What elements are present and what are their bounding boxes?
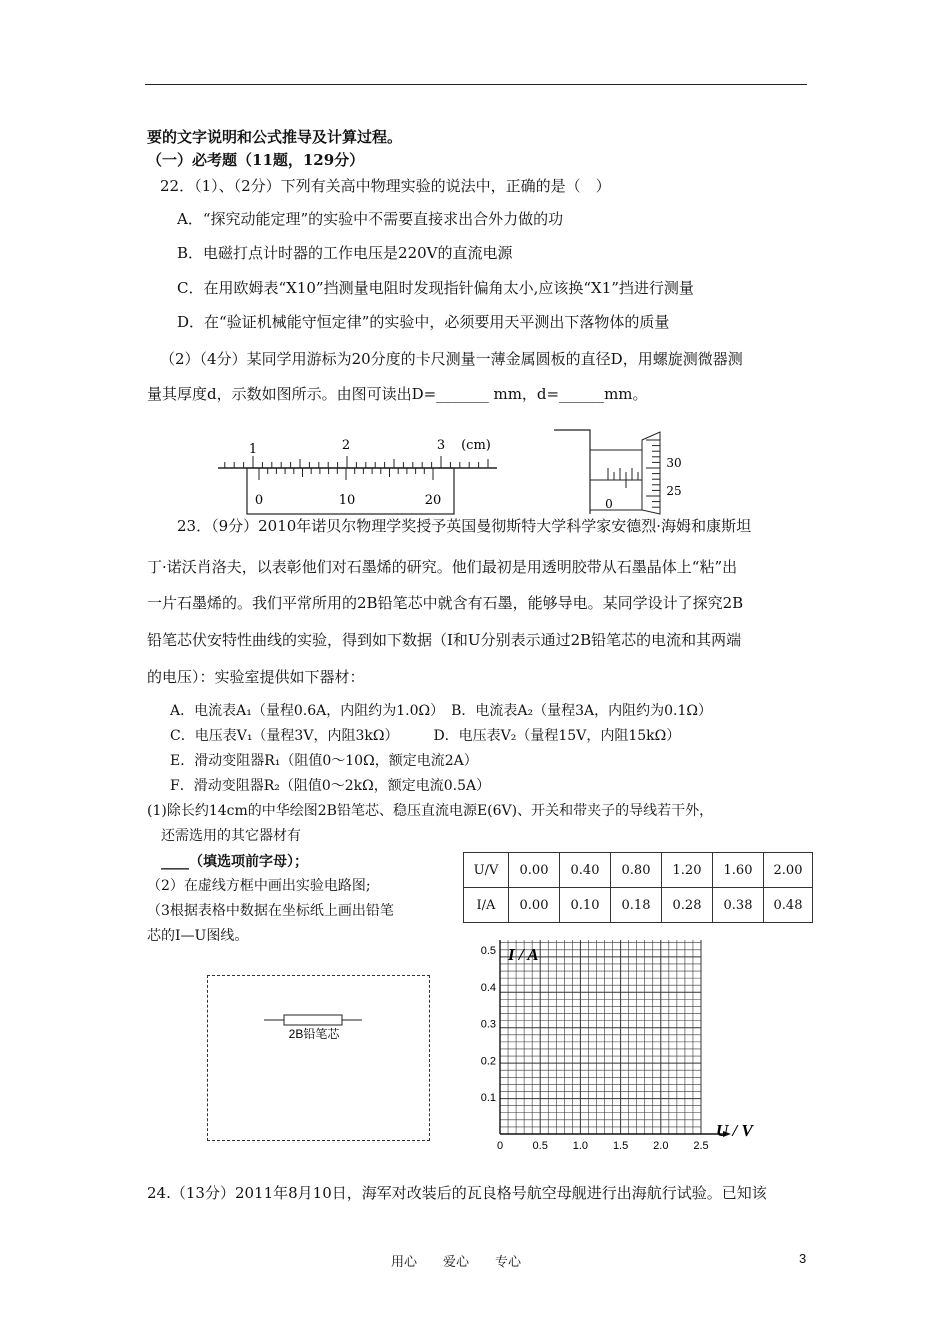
q23-sub2: （2）在虚线方框中画出实验电路图;: [147, 878, 371, 894]
x-tick-label: 2.0: [653, 1140, 669, 1152]
x-tick-label: 2.5: [693, 1140, 709, 1152]
resistor-label: 2B铅笔芯: [288, 1027, 340, 1041]
footer-slogan: 用心 爱心 专心: [391, 1255, 522, 1270]
q22-part2-line1: （2）（4分）某同学用游标为20分度的卡尺测量一薄金属圆板的直径D，用螺旋测微器测: [160, 350, 743, 368]
y-axis-label: I / A: [508, 945, 539, 964]
header-rule: [145, 84, 807, 85]
x-axis-label: U / V: [716, 1121, 753, 1140]
y-tick-label: 0.1: [480, 1092, 496, 1105]
q22-part2-line2: 量其厚度d，示数如图所示。由图可读出D=_______ mm，d=______mm。: [147, 385, 648, 403]
q23-line5: 的电压）：实验室提供如下器材：: [147, 668, 365, 686]
x-tick-label: 1.5: [612, 1140, 629, 1152]
y-tick-label: 0.4: [480, 981, 496, 994]
intro-text: 要的文字说明和公式推导及计算过程。: [147, 128, 403, 146]
q24-line1: 24.（13分）2011年8月10日，海军对改装后的瓦良格号航空母舰进行出海航行试验。已知该: [147, 1184, 767, 1202]
y-tick-label: 0.5: [480, 945, 496, 957]
vernier-label-20: 20: [424, 493, 442, 508]
main-label-2: 2: [341, 438, 351, 453]
table-cell: 1.60: [713, 853, 764, 888]
main-label-3: 3: [436, 438, 446, 453]
table-cell: 0.48: [764, 888, 813, 923]
sleeve-zero-label: 0: [605, 497, 613, 511]
q23-sub1-line1: (1)除长约14cm的中华绘图2B铅笔芯、稳压直流电源E(6V)、开关和带夹子的导线若干外，: [147, 803, 714, 819]
x-tick-label: 1.0: [572, 1140, 589, 1152]
table-cell: 0.80: [611, 853, 662, 888]
table-row-i: [464, 888, 813, 923]
table-cell: 0.38: [713, 888, 764, 923]
vernier-caliper-figure: [214, 432, 499, 516]
q22-option-a: A．“探究动能定理”的实验中不需要直接求出合外力做的功: [177, 210, 564, 228]
main-unit-label: (cm): [461, 438, 491, 453]
section-heading: （一）必考题（11题，129分）: [147, 151, 365, 169]
equipment-e: E．滑动变阻器R₁（阻值0～10Ω，额定电流2A）: [170, 753, 478, 769]
q23-line2: 丁·诺沃肖洛夫，以表彰他们对石墨烯的研究。他们最初是用透明胶带从石墨晶体上“粘”出: [147, 558, 738, 576]
equipment-cd: C．电压表V₁（量程3V，内阻3kΩ） D．电压表V₂（量程15V，内阻15kΩ）: [170, 728, 681, 744]
iu-data-table: [463, 852, 813, 923]
q22-stem: 22．（1）、（2分）下列有关高中物理实验的说法中，正确的是（ ）: [160, 177, 611, 195]
q22-option-b: B．电磁打点计时器的工作电压是220V的直流电源: [177, 244, 513, 262]
x-tick-label: 0.5: [532, 1140, 548, 1152]
q23-line4: 铅笔芯伏安特性曲线的实验，得到如下数据（I和U分别表示通过2B铅笔芯的电流和其两端: [147, 631, 742, 649]
table-cell: 1.20: [662, 853, 713, 888]
q23-line1: 23．（9分）2010年诺贝尔物理学奖授予英国曼彻斯特大学科学家安德烈·海姆和康斯坦: [177, 517, 752, 535]
table-cell: 0.00: [509, 853, 560, 888]
x-tick-label: 0: [496, 1140, 504, 1152]
equipment-f: F．滑动变阻器R₂（阻值0～2kΩ，额定电流0.5A）: [170, 778, 491, 794]
table-cell: 0.10: [560, 888, 611, 923]
pencil-lead-resistor: [262, 1012, 366, 1042]
q22-option-c: C．在用欧姆表“X10”挡测量电阻时发现指针偏角太小,应该换“X1”挡进行测量: [177, 279, 694, 297]
q22-option-d: D．在“验证机械能守恒定律”的实验中，必须要用天平测出下落物体的质量: [177, 313, 670, 331]
q23-sub1-line3: ____（填选项前字母）；: [161, 854, 308, 870]
vernier-label-0: 0: [254, 493, 264, 508]
table-cell: 0.40: [560, 853, 611, 888]
y-tick-label: 0.2: [480, 1055, 496, 1068]
thimble-label-25: 25: [666, 484, 682, 498]
y-tick-label: 0.3: [480, 1018, 496, 1031]
q23-sub3-line2: 芯的I—U图线。: [147, 928, 249, 944]
thimble-label-30: 30: [666, 456, 682, 470]
q23-sub3-line1: （3根据表格中数据在坐标纸上画出铅笔: [147, 903, 394, 919]
q23-line3: 一片石墨烯的。我们平常所用的2B铅笔芯中就含有石墨，能够导电。某同学设计了探究2B: [147, 594, 744, 612]
iu-graph-paper[interactable]: [466, 940, 766, 1160]
table-cell: 0.18: [611, 888, 662, 923]
page-number: 3: [799, 1251, 807, 1266]
vernier-label-10: 10: [338, 493, 356, 508]
table-cell: U/V: [464, 853, 509, 888]
q23-sub1-line2: 还需选用的其它器材有: [161, 828, 301, 844]
table-cell: 0.28: [662, 888, 713, 923]
table-row-u: [464, 853, 813, 888]
main-label-1: 1: [248, 442, 258, 457]
circuit-drawing-box[interactable]: [207, 975, 430, 1141]
micrometer-frame: [554, 430, 590, 514]
table-cell: I/A: [464, 888, 509, 923]
table-cell: 0.00: [509, 888, 560, 923]
micrometer-figure: [552, 428, 692, 520]
table-cell: 2.00: [764, 853, 813, 888]
equipment-ab: A．电流表A₁（量程0.6A，内阻约为1.0Ω） B．电流表A₂（量程3A，内阻约为0.1Ω）: [170, 703, 712, 719]
